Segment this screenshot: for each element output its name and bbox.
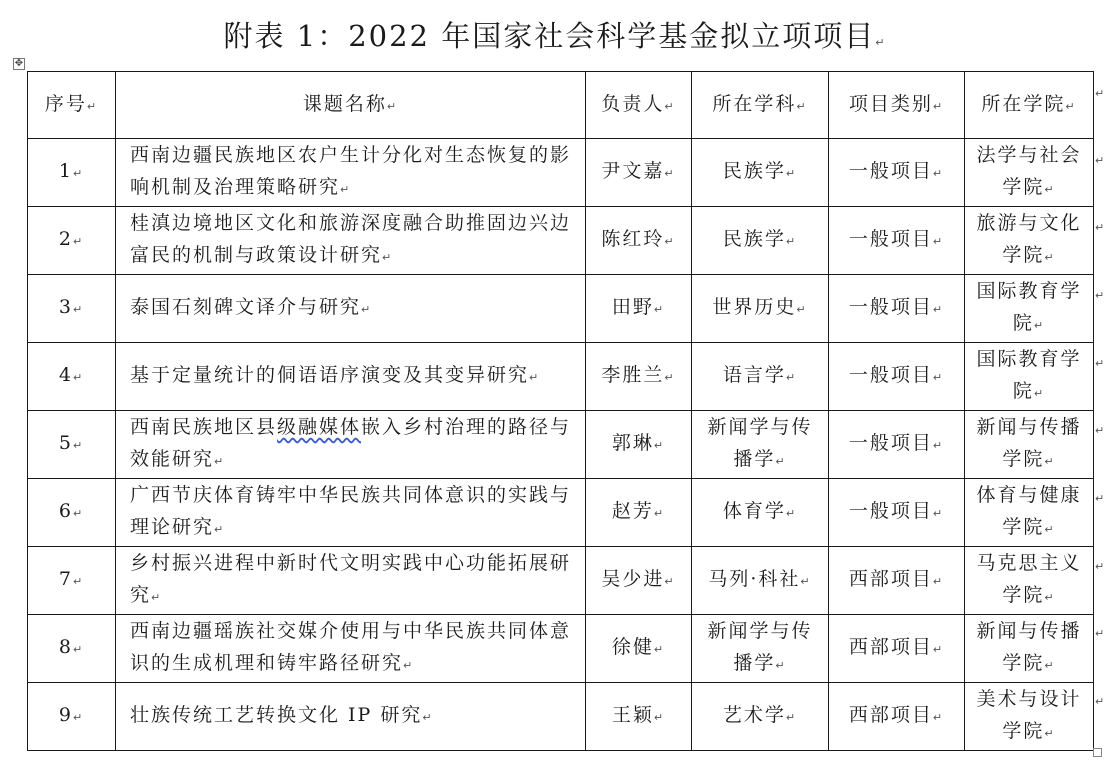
cell-topic: 广西节庆体育铸牢中华民族共同体意识的实践与理论研究↵ [116, 479, 586, 547]
cell-college: 美术与设计学院↵ [965, 683, 1094, 751]
table-resize-handle[interactable] [1093, 748, 1102, 757]
cell-college: 国际教育学院↵ [965, 343, 1094, 411]
paragraph-mark: ↵ [875, 36, 887, 49]
cell-topic: 壮族传统工艺转换文化 IP 研究↵ [116, 683, 586, 751]
table-header-row [28, 72, 1094, 139]
row-end-mark: ↵ [1095, 221, 1105, 234]
table-row [28, 411, 1094, 479]
projects-table [27, 71, 1094, 751]
cell-index: 9↵ [28, 683, 116, 751]
row-end-mark: ↵ [1095, 492, 1105, 505]
cell-topic: 西南边疆瑶族社交媒介使用与中华民族共同体意识的生成机理和铸牢路径研究↵ [116, 615, 586, 683]
row-end-mark: ↵ [1095, 627, 1105, 640]
cell-discipline: 马列·科社↵ [692, 547, 829, 615]
cell-college: 国际教育学院↵ [965, 275, 1094, 343]
cell-category: 西部项目↵ [829, 683, 965, 751]
cell-topic[interactable]: 基于定量统计的侗语语序演变及其变异研究↵ [116, 343, 586, 411]
cell-discipline: 世界历史↵ [692, 275, 829, 343]
cell-leader: 王颖↵ [586, 683, 692, 751]
table-row [28, 139, 1094, 207]
row-end-mark: ↵ [1095, 289, 1105, 302]
title-text: 附表 1：2022 年国家社会科学基金拟立项项目 [223, 19, 876, 53]
cell-leader: 吴少进↵ [586, 547, 692, 615]
cell-discipline: 体育学↵ [692, 479, 829, 547]
cell-discipline: 民族学↵ [692, 139, 829, 207]
cell-topic: 西南民族地区县级融媒体嵌入乡村治理的路径与效能研究↵ [116, 411, 586, 479]
cell-category: 一般项目↵ [829, 343, 965, 411]
table-row [28, 547, 1094, 615]
cell-category: 一般项目↵ [829, 275, 965, 343]
row-end-mark: ↵ [1095, 424, 1105, 437]
cell-index: 6↵ [28, 479, 116, 547]
cell-leader: 徐健↵ [586, 615, 692, 683]
table-row [28, 683, 1094, 751]
header-leader: 负责人↵ [586, 72, 692, 139]
spellcheck-underline[interactable]: 级融媒体 [277, 416, 362, 438]
cell-index: 3↵ [28, 275, 116, 343]
header-discipline: 所在学科↵ [692, 72, 829, 139]
cell-college: 旅游与文化学院↵ [965, 207, 1094, 275]
cell-college: 体育与健康学院↵ [965, 479, 1094, 547]
cell-category: 一般项目↵ [829, 479, 965, 547]
cell-leader: 赵芳↵ [586, 479, 692, 547]
cell-index: 5↵ [28, 411, 116, 479]
cell-category: 西部项目↵ [829, 547, 965, 615]
row-end-mark: ↵ [1095, 154, 1105, 167]
row-end-mark: ↵ [1095, 357, 1105, 370]
cell-college: 新闻与传播学院↵ [965, 411, 1094, 479]
row-end-mark: ↵ [1095, 695, 1105, 708]
header-topic: 课题名称↵ [116, 72, 586, 139]
cell-college: 马克思主义学院↵ [965, 547, 1094, 615]
cell-leader: 陈红玲↵ [586, 207, 692, 275]
cell-category: 一般项目↵ [829, 411, 965, 479]
cell-topic: 桂滇边境地区文化和旅游深度融合助推固边兴边富民的机制与政策设计研究↵ [116, 207, 586, 275]
table-row [28, 615, 1094, 683]
cell-topic: 乡村振兴进程中新时代文明实践中心功能拓展研究↵ [116, 547, 586, 615]
table-row [28, 275, 1094, 343]
cell-college: 新闻与传播学院↵ [965, 615, 1094, 683]
cell-discipline: 语言学↵ [692, 343, 829, 411]
header-index: 序号↵ [28, 72, 116, 139]
cell-discipline: 民族学↵ [692, 207, 829, 275]
cell-discipline: 新闻学与传播学↵ [692, 411, 829, 479]
cell-discipline: 艺术学↵ [692, 683, 829, 751]
row-end-mark: ↵ [1095, 87, 1105, 100]
cell-topic: 泰国石刻碑文译介与研究↵ [116, 275, 586, 343]
move-handle-icon[interactable]: ✥ [14, 58, 24, 69]
cell-category: 一般项目↵ [829, 139, 965, 207]
cell-index: 7↵ [28, 547, 116, 615]
cell-discipline: 新闻学与传播学↵ [692, 615, 829, 683]
cell-leader: 郭琳↵ [586, 411, 692, 479]
cell-leader: 李胜兰↵ [586, 343, 692, 411]
table-row [28, 479, 1094, 547]
header-college: 所在学院↵ [965, 72, 1094, 139]
cell-college: 法学与社会学院↵ [965, 139, 1094, 207]
cell-index: 1↵ [28, 139, 116, 207]
cell-category: 一般项目↵ [829, 207, 965, 275]
document-title [0, 14, 1110, 65]
table-row [28, 343, 1094, 411]
header-category: 项目类别↵ [829, 72, 965, 139]
cell-topic: 西南边疆民族地区农户生计分化对生态恢复的影响机制及治理策略研究↵ [116, 139, 586, 207]
table-row [28, 207, 1094, 275]
cell-leader: 尹文嘉↵ [586, 139, 692, 207]
cell-index: 2↵ [28, 207, 116, 275]
cell-index: 4↵ [28, 343, 116, 411]
cell-category: 西部项目↵ [829, 615, 965, 683]
cell-leader: 田野↵ [586, 275, 692, 343]
row-end-mark: ↵ [1095, 560, 1105, 573]
cell-index: 8↵ [28, 615, 116, 683]
